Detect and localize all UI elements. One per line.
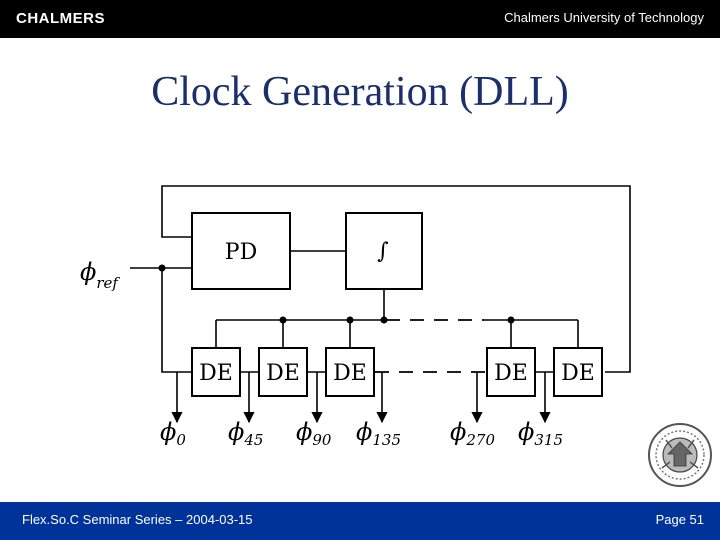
output-135-symbol: ϕ bbox=[356, 418, 373, 446]
delay-element-5-label: DE bbox=[561, 361, 595, 386]
output-label-0 bbox=[160, 418, 186, 449]
integrator-label: ∫ bbox=[377, 239, 389, 264]
delay-element-1-label: DE bbox=[199, 361, 233, 386]
output-label-90 bbox=[296, 418, 332, 449]
reference-to-de-wire bbox=[162, 268, 192, 372]
output-315-subscript: 315 bbox=[534, 431, 563, 449]
delay-element-2-label: DE bbox=[266, 361, 300, 386]
page-number: Page 51 bbox=[655, 512, 704, 527]
output-label-315 bbox=[518, 418, 563, 449]
footer-bar bbox=[0, 502, 720, 540]
organization-name: Chalmers University of Technology bbox=[504, 10, 704, 25]
seminar-info: Flex.So.C Seminar Series – 2004-03-15 bbox=[22, 512, 253, 527]
output-45-subscript: 45 bbox=[244, 431, 264, 449]
reference-phase-symbol: ϕ bbox=[80, 258, 97, 286]
phase-detector-label: PD bbox=[224, 240, 258, 265]
output-90-subscript: 90 bbox=[312, 431, 332, 449]
output-45-symbol: ϕ bbox=[228, 418, 245, 446]
reference-node bbox=[159, 265, 166, 272]
university-seal-icon bbox=[646, 418, 714, 492]
output-270-symbol: ϕ bbox=[450, 418, 467, 446]
output-90-symbol: ϕ bbox=[296, 418, 313, 446]
output-label-135 bbox=[356, 418, 401, 449]
output-0-subscript: 0 bbox=[176, 431, 186, 449]
output-270-subscript: 270 bbox=[466, 431, 495, 449]
output-315-symbol: ϕ bbox=[518, 418, 535, 446]
slide-title: Clock Generation (DLL) bbox=[151, 69, 569, 115]
control-node-3 bbox=[381, 317, 388, 324]
delay-element-3-label: DE bbox=[333, 361, 367, 386]
reference-phase-subscript: ref bbox=[96, 274, 118, 292]
chalmers-logo: CHALMERS bbox=[16, 10, 105, 27]
output-label-45 bbox=[228, 418, 263, 449]
delay-element-4-label: DE bbox=[494, 361, 528, 386]
output-135-subscript: 135 bbox=[372, 431, 401, 449]
output-0-symbol: ϕ bbox=[160, 418, 177, 446]
reference-phase-label bbox=[80, 258, 120, 292]
output-label-270 bbox=[450, 418, 495, 449]
